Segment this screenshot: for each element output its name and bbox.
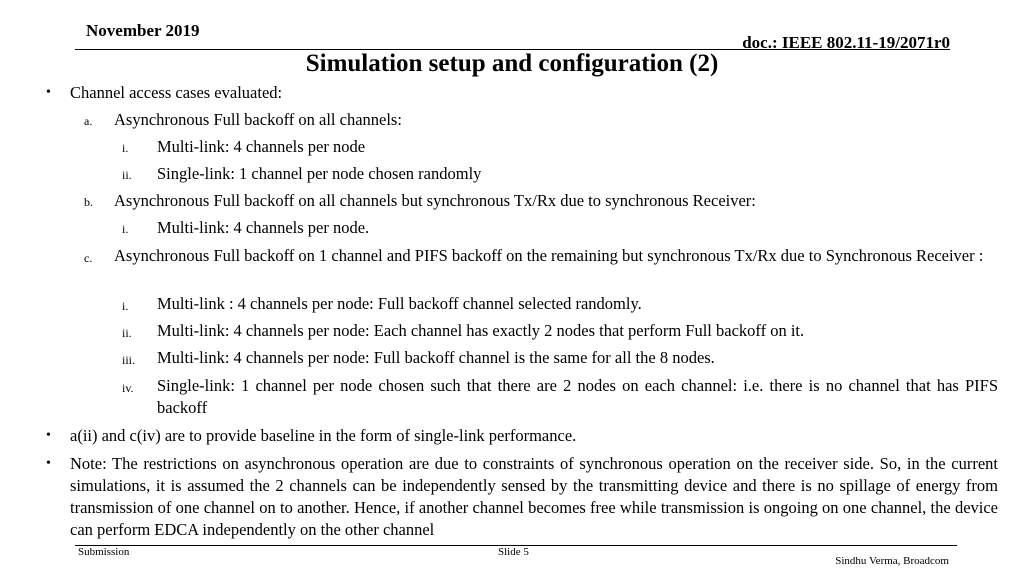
- case-c-item-iii-marker: iii.: [122, 353, 136, 367]
- case-c-item-iv: Single-link: 1 channel per node chosen such that there are 2 nodes on each channel: i.e. there is no channel that has PIFS backoff: [157, 376, 998, 417]
- bullet-baseline: a(ii) and c(iv) are to provide baseline in the form of single-link performance.: [70, 426, 577, 445]
- case-c-item-ii: Multi-link: 4 channels per node: Each channel has exactly 2 nodes that perform Full backoff on it.: [157, 321, 805, 340]
- case-b-item-i: Multi-link: 4 channels per node.: [157, 218, 370, 237]
- case-a-item-ii-marker: ii.: [122, 168, 132, 182]
- bullet-icon: •: [46, 456, 51, 471]
- case-a-item-i: Multi-link: 4 channels per node: [157, 137, 366, 156]
- case-b-item-i-marker: i.: [122, 222, 129, 236]
- footer-submission: Submission: [78, 546, 130, 558]
- case-a-marker: a.: [84, 114, 93, 128]
- case-b-marker: b.: [84, 195, 93, 209]
- case-c-marker: c.: [84, 251, 93, 265]
- case-c-item-iii: Multi-link: 4 channels per node: Full backoff channel is the same for all the 8 nodes.: [157, 348, 715, 367]
- case-c-item-iv-marker: iv.: [122, 381, 134, 395]
- footer-slide-number: Slide 5: [498, 546, 529, 558]
- case-c-text: Asynchronous Full backoff on 1 channel and PIFS backoff on the remaining but synchronous Tx/Rx due to Synchronous Receiver :: [114, 246, 984, 265]
- bullet-icon: •: [46, 85, 51, 100]
- case-a-text: Asynchronous Full backoff on all channels:: [114, 110, 402, 129]
- header-doc-id: doc.: IEEE 802.11-19/2071r0: [742, 33, 950, 52]
- case-c-item-i: Multi-link : 4 channels per node: Full backoff channel selected randomly.: [157, 294, 642, 313]
- case-a-item-ii: Single-link: 1 channel per node chosen randomly: [157, 164, 482, 183]
- bullet-note: Note: The restrictions on asynchronous operation are due to constraints of synchronous operation on the receiver side. So, in the current simulations, it is assumed the 2 channels can be independently sensed by the transmitting device and there is no spillage of energy from transmission of one channel on to another. Hence, if another channel becomes free while transmission is ongoing on one channel, the device can perform EDCA independently on the other channel: [70, 454, 998, 539]
- case-c-item-i-marker: i.: [122, 299, 129, 313]
- case-a-item-i-marker: i.: [122, 141, 129, 155]
- case-b-text: Asynchronous Full backoff on all channels but synchronous Tx/Rx due to synchronous Receiver:: [114, 191, 756, 210]
- bullet-icon: •: [46, 428, 51, 443]
- case-c-item-ii-marker: ii.: [122, 326, 132, 340]
- footer-author: Sindhu Verma, Broadcom: [835, 555, 949, 567]
- bullet-cases-evaluated: Channel access cases evaluated:: [70, 83, 283, 102]
- header-date: November 2019: [86, 21, 200, 40]
- slide-title: Simulation setup and configuration (2): [305, 50, 719, 77]
